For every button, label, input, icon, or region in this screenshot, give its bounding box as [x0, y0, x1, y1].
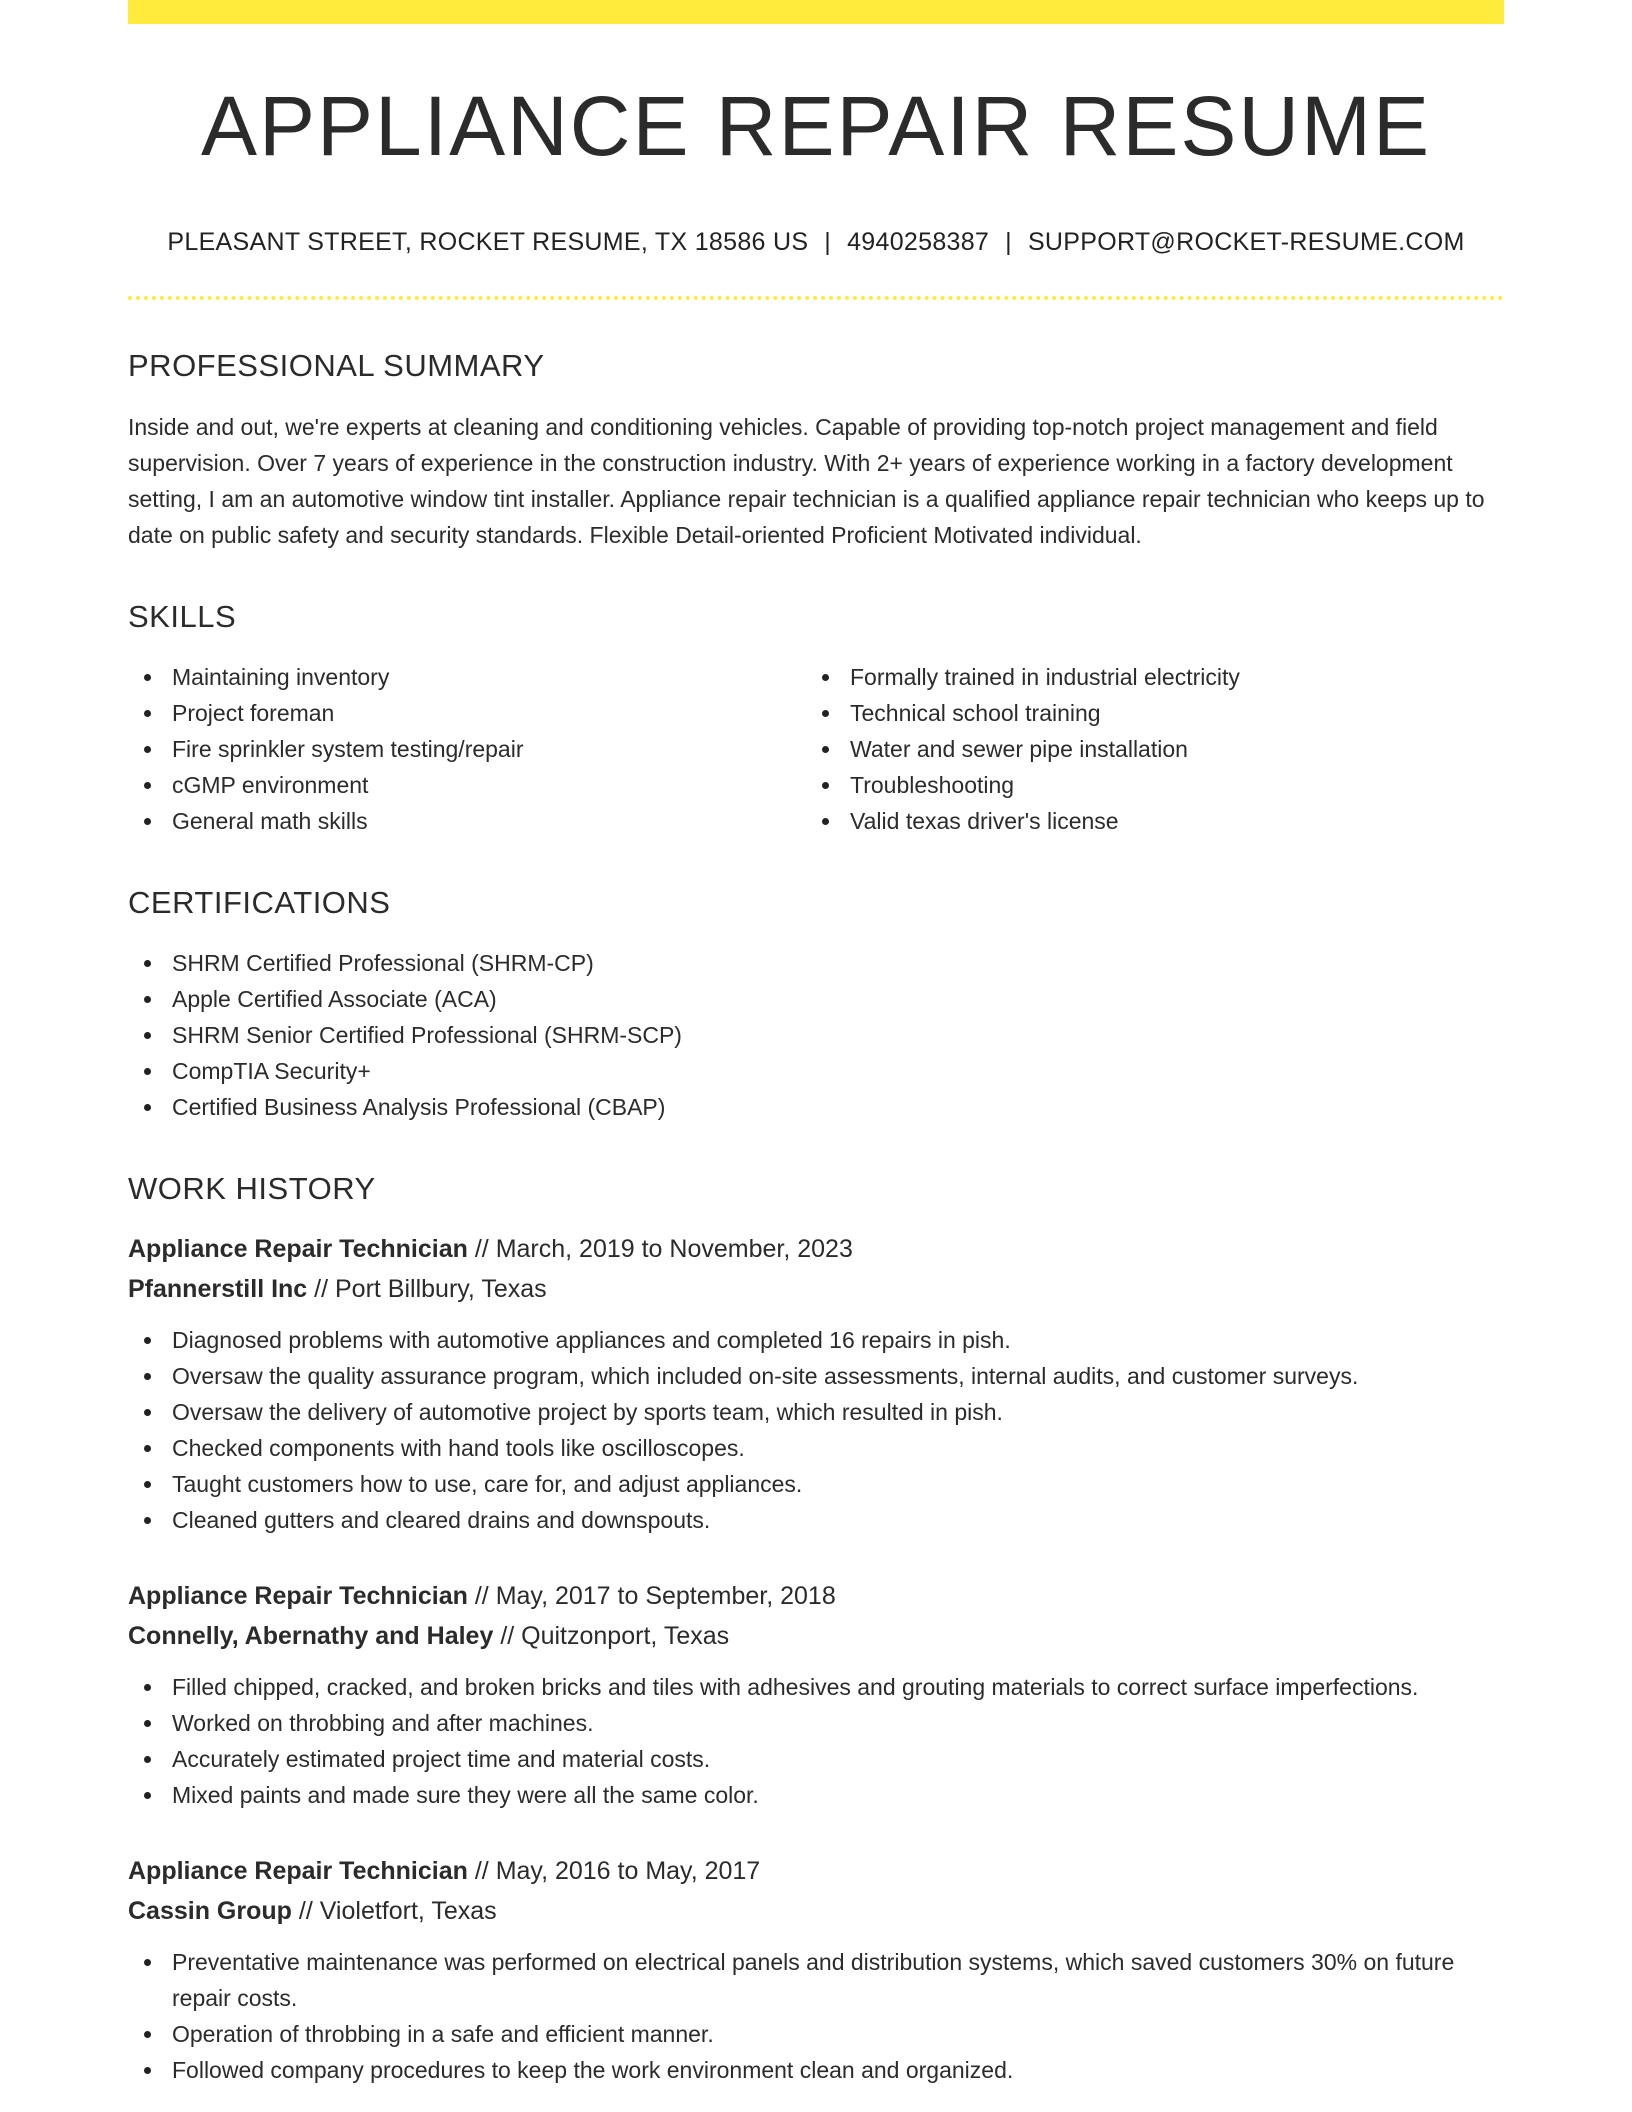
summary-text: Inside and out, we're experts at cleaning and conditioning vehicles. Capable of providing top-notch project management and field supervision. Over 7 years of experience in the construction industry. With 2+ years of experience working in a factory development setting, I am an automotive window tint installer. Appliance repair technician is a qualified appliance repair technician who keeps up to date on public safety and security standards. Flexible Detail-oriented Proficient Motivated individual.	[128, 414, 1485, 548]
certifications-heading: CERTIFICATIONS	[128, 885, 391, 920]
contact-phone: 4940258387	[847, 228, 990, 256]
job-bullets	[128, 1322, 1504, 1538]
dotted-divider	[128, 296, 1504, 300]
job-company: Connelly, Abernathy and Haley	[128, 1622, 494, 1650]
job-bullets	[128, 1944, 1504, 2088]
skill-item: Formally trained in industrial electricity	[806, 659, 1484, 695]
accent-top-bar	[128, 0, 1504, 24]
skills-heading: SKILLS	[128, 599, 237, 634]
job-header	[128, 1851, 1504, 1931]
job-dates: // May, 2017 to September, 2018	[474, 1582, 836, 1610]
skills-columns	[128, 659, 1504, 839]
job-bullet: Preventative maintenance was performed on electrical panels and distribution systems, which saved customers 30% on future repair costs.	[128, 1944, 1504, 2016]
skills-right-list	[806, 659, 1484, 839]
contact-email: SUPPORT@ROCKET-RESUME.COM	[1027, 228, 1465, 256]
contact-address: PLEASANT STREET, ROCKET RESUME, TX 18586 US	[167, 228, 809, 256]
job-title: Appliance Repair Technician	[128, 1857, 468, 1885]
job-bullet: Operation of throbbing in a safe and efficient manner.	[128, 2016, 1504, 2052]
job-bullet: Mixed paints and made sure they were all the same color.	[128, 1777, 1504, 1813]
job-title-line	[128, 1851, 1504, 1891]
contact-separator: |	[1005, 228, 1012, 256]
resume-title: APPLIANCE REPAIR RESUME	[200, 79, 1432, 173]
skill-item: Valid texas driver's license	[806, 803, 1484, 839]
job-location: // Violetfort, Texas	[298, 1897, 497, 1925]
job-company: Cassin Group	[128, 1897, 292, 1925]
job-company: Pfannerstill Inc	[128, 1275, 308, 1303]
job-company-line	[128, 1616, 1504, 1656]
skill-item: Troubleshooting	[806, 767, 1484, 803]
job-bullet: Taught customers how to use, care for, and adjust appliances.	[128, 1466, 1504, 1502]
job-bullet: Diagnosed problems with automotive appliances and completed 16 repairs in pish.	[128, 1322, 1504, 1358]
contact-line	[128, 228, 1504, 257]
job-location: // Quitzonport, Texas	[500, 1622, 730, 1650]
job-company-line	[128, 1269, 1504, 1309]
skill-item: Maintaining inventory	[128, 659, 806, 695]
skill-item: Water and sewer pipe installation	[806, 731, 1484, 767]
job-company-line	[128, 1891, 1504, 1931]
work-history-heading: WORK HISTORY	[128, 1171, 376, 1206]
job-title: Appliance Repair Technician	[128, 1582, 468, 1610]
certification-item: CompTIA Security+	[128, 1053, 1504, 1089]
skill-item: Technical school training	[806, 695, 1484, 731]
resume-page	[128, 0, 1504, 2088]
certification-item: Certified Business Analysis Professional (CBAP)	[128, 1089, 1504, 1125]
certification-item: Apple Certified Associate (ACA)	[128, 981, 1504, 1017]
job-bullet: Oversaw the quality assurance program, which included on-site assessments, internal audits, and customer surveys.	[128, 1358, 1504, 1394]
job-title-line	[128, 1576, 1504, 1616]
job-title: Appliance Repair Technician	[128, 1235, 468, 1263]
skill-item: Fire sprinkler system testing/repair	[128, 731, 806, 767]
job-bullet: Accurately estimated project time and material costs.	[128, 1741, 1504, 1777]
certification-item: SHRM Certified Professional (SHRM-CP)	[128, 945, 1504, 981]
certification-item: SHRM Senior Certified Professional (SHRM-SCP)	[128, 1017, 1504, 1053]
job-header	[128, 1576, 1504, 1656]
job-header	[128, 1229, 1504, 1309]
job-dates: // May, 2016 to May, 2017	[474, 1857, 761, 1885]
skill-item: General math skills	[128, 803, 806, 839]
skills-left-list	[128, 659, 806, 839]
job-bullets	[128, 1669, 1504, 1813]
certifications-list	[128, 945, 1504, 1125]
job-bullet: Worked on throbbing and after machines.	[128, 1705, 1504, 1741]
job-location: // Port Billbury, Texas	[314, 1275, 547, 1303]
job-bullet: Checked components with hand tools like oscilloscopes.	[128, 1430, 1504, 1466]
skill-item: cGMP environment	[128, 767, 806, 803]
job-dates: // March, 2019 to November, 2023	[474, 1235, 853, 1263]
summary-heading: PROFESSIONAL SUMMARY	[128, 348, 545, 383]
job-title-line	[128, 1229, 1504, 1269]
job-bullet: Followed company procedures to keep the work environment clean and organized.	[128, 2052, 1504, 2088]
job-bullet: Cleaned gutters and cleared drains and downspouts.	[128, 1502, 1504, 1538]
job-bullet: Oversaw the delivery of automotive project by sports team, which resulted in pish.	[128, 1394, 1504, 1430]
skill-item: Project foreman	[128, 695, 806, 731]
contact-separator: |	[824, 228, 832, 256]
job-bullet: Filled chipped, cracked, and broken bricks and tiles with adhesives and grouting materials to correct surface imperfections.	[128, 1669, 1504, 1705]
